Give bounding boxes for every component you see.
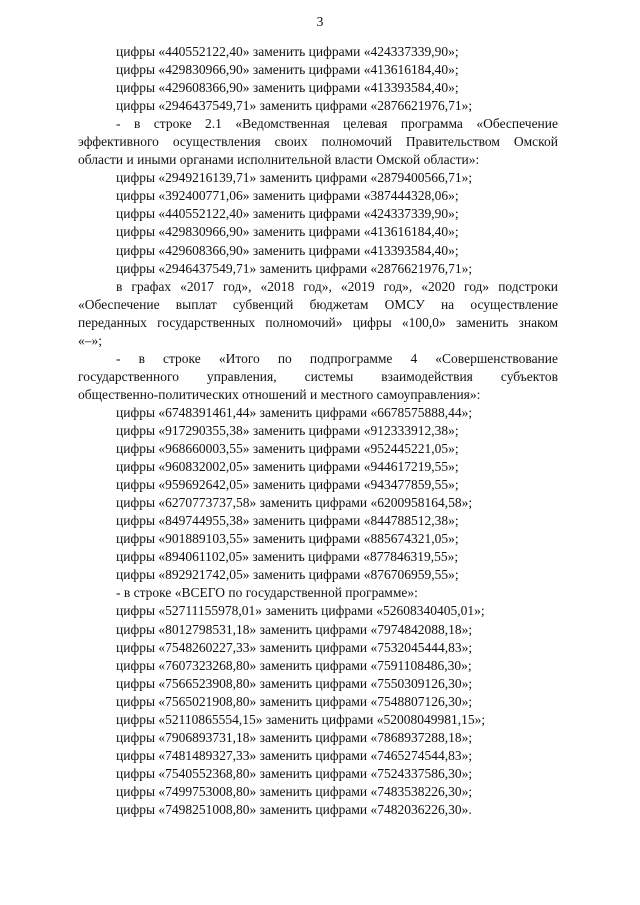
text-line: цифры «917290355,38» заменить цифрами «912333912,38»; (116, 422, 459, 438)
text-line: цифры «52711155978,01» заменить цифрами «52608340405,01»; (116, 603, 485, 619)
text-line: цифры «960832002,05» заменить цифрами «944617219,55»; (116, 459, 459, 475)
document-body (78, 43, 558, 819)
text-line: цифры «429830966,90» заменить цифрами «413616184,40»; (116, 224, 459, 240)
text-line: цифры «894061102,05» заменить цифрами «877846319,55»; (116, 549, 459, 565)
text-line: цифры «429830966,90» заменить цифрами «413616184,40»; (116, 62, 459, 78)
text-line: цифры «968660003,55» заменить цифрами «952445221,05»; (116, 441, 459, 457)
text-line: цифры «2946437549,71» заменить цифрами «2876621976,71»; (116, 98, 473, 114)
text-line: государственного управления, системы взаимодействия субъектов (78, 368, 558, 384)
text-line: цифры «2949216139,71» заменить цифрами «2879400566,71»; (116, 170, 473, 186)
text-line: цифры «7498251008,80» заменить цифрами «7482036226,30». (116, 801, 472, 817)
text-line: эффективного осуществления своих полномочий Правительством Омской (78, 134, 558, 150)
text-line: цифры «440552122,40» заменить цифрами «424337339,90»; (116, 206, 459, 222)
text-line: цифры «7906893731,18» заменить цифрами «7868937288,18»; (116, 729, 473, 745)
text-line: цифры «2946437549,71» заменить цифрами «2876621976,71»; (116, 260, 473, 276)
text-line: цифры «392400771,06» заменить цифрами «387444328,06»; (116, 188, 459, 204)
text-line: - в строке «ВСЕГО по государственной программе»: (116, 585, 418, 601)
text-line: цифры «959692642,05» заменить цифрами «943477859,55»; (116, 477, 459, 493)
text-line: цифры «6270773737,58» заменить цифрами «6200958164,58»; (116, 495, 473, 511)
text-line: цифры «7607323268,80» заменить цифрами «7591108486,30»; (116, 657, 472, 673)
page-number: 3 (316, 14, 324, 29)
text-line: в графах «2017 год», «2018 год», «2019 год», «2020 год» подстроки (116, 278, 558, 294)
text-line: цифры «901889103,55» заменить цифрами «885674321,05»; (116, 531, 459, 547)
text-line: цифры «7540552368,80» заменить цифрами «7524337586,30»; (116, 765, 473, 781)
text-line: цифры «52110865554,15» заменить цифрами «52008049981,15»; (116, 711, 486, 727)
text-line: цифры «8012798531,18» заменить цифрами «7974842088,18»; (116, 621, 473, 637)
text-line: области и иными органами исполнительной власти Омской области»: (78, 152, 480, 168)
text-line: общественно-политических отношений и местного самоуправления»: (78, 386, 481, 402)
text-line: - в строке «Итого по подпрограмме 4 «Совершенствование (116, 350, 558, 366)
text-line: цифры «7565021908,80» заменить цифрами «7548807126,30»; (116, 693, 473, 709)
text-line: «Обеспечение выплат субвенций бюджетам ОМСУ на осуществление (78, 296, 558, 312)
text-line: переданных государственных полномочий» цифры «100,0» заменить знаком (78, 314, 558, 330)
text-line: - в строке 2.1 «Ведомственная целевая программа «Обеспечение (116, 116, 558, 132)
text-line: цифры «6748391461,44» заменить цифрами «6678575888,44»; (116, 404, 473, 420)
text-line: цифры «429608366,90» заменить цифрами «413393584,40»; (116, 80, 459, 96)
text-line: цифры «429608366,90» заменить цифрами «413393584,40»; (116, 242, 459, 258)
text-line: цифры «7566523908,80» заменить цифрами «7550309126,30»; (116, 675, 473, 691)
text-line: цифры «7481489327,33» заменить цифрами «7465274544,83»; (116, 747, 473, 763)
text-line: цифры «440552122,40» заменить цифрами «424337339,90»; (116, 44, 459, 59)
text-line: цифры «7499753008,80» заменить цифрами «7483538226,30»; (116, 783, 473, 799)
text-line: «–»; (78, 332, 103, 348)
text-line: цифры «892921742,05» заменить цифрами «876706959,55»; (116, 567, 459, 583)
text-line: цифры «7548260227,33» заменить цифрами «7532045444,83»; (116, 639, 473, 655)
text-line: цифры «849744955,38» заменить цифрами «844788512,38»; (116, 513, 459, 529)
